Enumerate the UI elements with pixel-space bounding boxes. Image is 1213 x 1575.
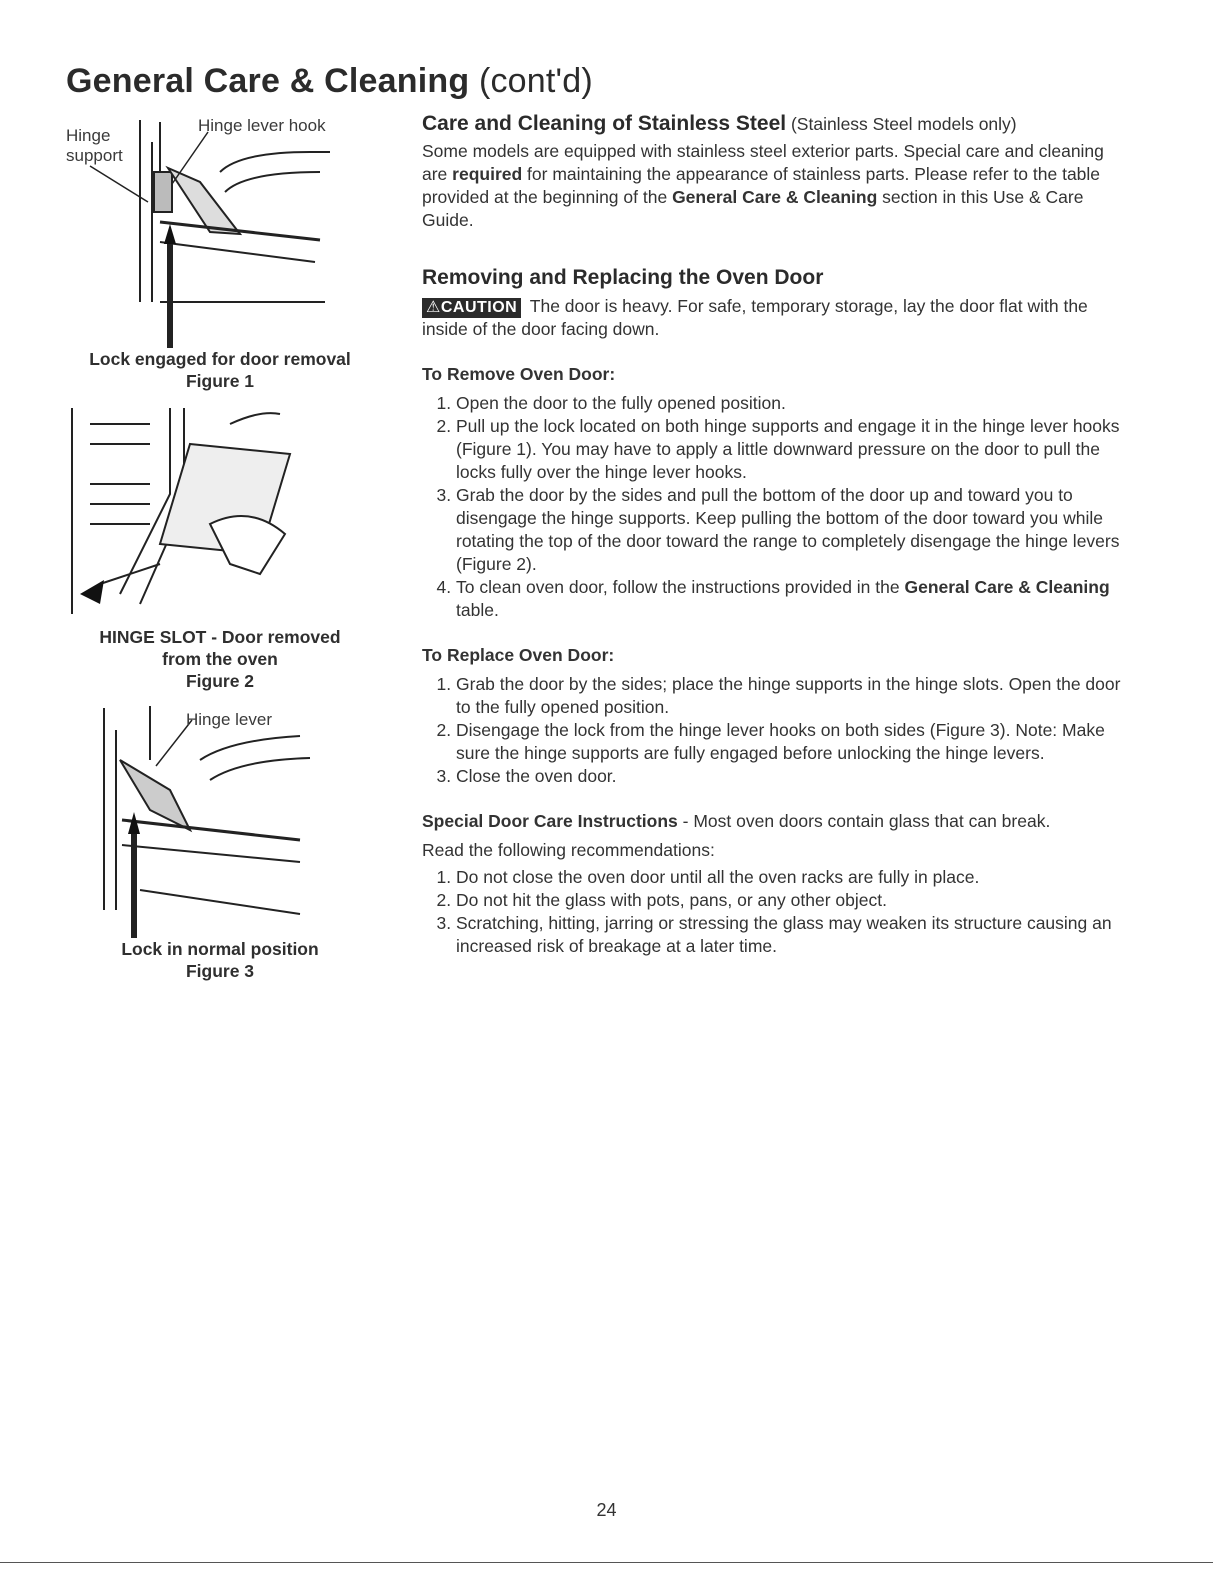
stainless-paragraph [422, 140, 1122, 232]
list-item: 2. Do not hit the glass with pots, pans, or any other object. [456, 889, 1122, 912]
figure-2 [60, 404, 380, 692]
page-title [66, 62, 593, 101]
list-item: 1. Grab the door by the sides; place the hinge supports in the hinge slots. Open the door to the fully opened position. [456, 673, 1122, 719]
stainless-required: required [452, 164, 523, 184]
special-text: - Most oven doors contain glass that can break. [677, 811, 1051, 831]
replace-steps [422, 673, 1122, 788]
stainless-gcc: General Care & Cleaning [672, 187, 878, 207]
figure-1 [60, 112, 380, 392]
figure-1-label-hook: Hinge lever hook [198, 116, 326, 135]
figure-2-number: Figure 2 [185, 671, 255, 691]
figure-3-illustration [60, 700, 350, 938]
stainless-heading: Care and Cleaning of Stainless Steel [422, 112, 787, 135]
figure-3-caption: Lock in normal position [121, 939, 319, 959]
stainless-heading-note: (Stainless Steel models only) [786, 114, 1017, 134]
page-number: 24 [596, 1500, 617, 1520]
remove-heading: To Remove Oven Door: [422, 364, 616, 384]
list-item: 2. Disengage the lock from the hinge lever hooks on both sides (Figure 3). Note: Make sure the hinge supports are fully engaged before unlocking the hinge levers. [456, 719, 1122, 765]
list-item: 2. Pull up the lock located on both hinge supports and engage it in the hinge lever hooks (Figure 1). You may have to apply a little downward pressure on the door to pull the locks fully over the hinge lever hooks. [456, 415, 1122, 484]
footer-rule [0, 1562, 1213, 1563]
title-contd: (cont'd) [469, 62, 593, 100]
caution-text: The door is heavy. For safe, temporary storage, lay the door flat with the inside of the door facing down. [422, 296, 1088, 339]
stainless-heading-line [422, 112, 1122, 136]
caution-badge: ⚠CAUTION [422, 298, 521, 318]
special-heading: Special Door Care Instructions [422, 811, 678, 831]
remove-step4-text: To clean oven door, follow the instructions provided in the [456, 577, 905, 597]
list-item: 3. Grab the door by the sides and pull the bottom of the door up and toward you to disengage the hinge supports. Keep pulling the bottom of the door toward you while rotating the top of the door toward the range to completely disengage the hinge levers (Figure 2). [456, 484, 1122, 576]
remove-step4-bold: General Care & Cleaning [904, 577, 1110, 597]
figure-3-label-lever: Hinge lever [186, 710, 272, 729]
figure-3-number: Figure 3 [185, 961, 255, 981]
door-heading: Removing and Replacing the Oven Door [422, 266, 824, 289]
figure-2-caption-line2: from the oven [162, 649, 278, 669]
list-item: 1. Open the door to the fully opened position. [456, 392, 1122, 415]
replace-heading: To Replace Oven Door: [422, 645, 615, 665]
list-item [456, 576, 1122, 622]
main-text [422, 112, 1122, 958]
figure-1-caption: Lock engaged for door removal [89, 349, 351, 369]
caution-paragraph [422, 295, 1122, 341]
title-main: General Care & Cleaning [66, 62, 470, 100]
special-paragraph [422, 810, 1122, 833]
list-item: 1. Do not close the oven door until all the oven racks are fully in place. [456, 866, 1122, 889]
stainless-text-1: Some models are equipped with stainless steel exterior parts. Special care and cleaning are [422, 141, 1104, 184]
figure-1-label-hinge-support: Hinge support [66, 126, 123, 165]
list-item: 3. Close the oven door. [456, 765, 1122, 788]
figure-2-caption-line1: HINGE SLOT - Door removed [99, 627, 341, 647]
stainless-text-2: for maintaining the appearance of stainless parts. Please refer to the table provided at the beginning of the [422, 164, 1101, 207]
remove-steps [422, 392, 1122, 622]
remove-step4-post: table. [456, 600, 499, 620]
stainless-text-3: section in this Use & Care Guide. [422, 187, 1084, 230]
figure-2-illustration [60, 404, 350, 626]
list-item: 3. Scratching, hitting, jarring or stressing the glass may weaken its structure causing an increased risk of breakage at a later time. [456, 912, 1122, 958]
recommendations [422, 866, 1122, 958]
read-following: Read the following recommendations: [422, 840, 715, 860]
figure-1-number: Figure 1 [185, 371, 255, 391]
figure-3 [60, 700, 380, 982]
